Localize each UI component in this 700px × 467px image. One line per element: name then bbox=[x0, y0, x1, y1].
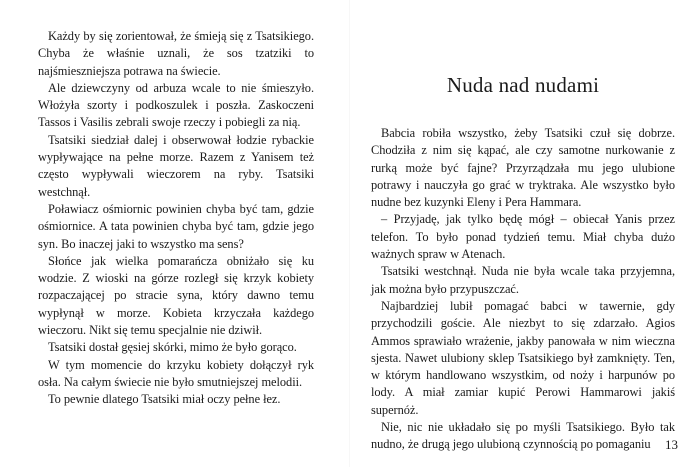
right-page bbox=[350, 0, 700, 467]
paragraph: Nie, nic nie układało się po myśli Tsatsikiego. Było tak nudno, że drugą jego ulubioną czynnością po pomaganiu bbox=[371, 420, 675, 452]
paragraph: Ale dziewczyny od arbuza wcale to nie śmieszyło. Włożyła szorty i podkoszulek i poszła. Zaskoczeni Tassos i Vasilis zebrali swoje rzeczy i pobiegli za nią. bbox=[38, 80, 314, 130]
paragraph: Tsatsiki siedział dalej i obserwował łodzie rybackie wypływające na pełne morze. Razem z Yanisem też często wypływali wieczorem na ryby. Tsatsiki westchnął. bbox=[38, 132, 314, 199]
paragraph: Każdy by się zorientował, że śmieją się z Tsatsikiego. Chyba że właśnie uznali, że sos tzatziki to najśmieszniejsza potrawa na świecie. bbox=[38, 29, 314, 78]
paragraph: Tsatsiki dostał gęsiej skórki, mimo że było gorąco. bbox=[48, 340, 297, 355]
chapter-title: Nuda nad nudami bbox=[446, 73, 600, 97]
left-page-text bbox=[38, 28, 314, 409]
page-number: 13 bbox=[665, 437, 678, 452]
paragraph: Babcia robiła wszystko, żeby Tsatsiki czuł się dobrze. Chodziła z nim się kąpać, ale czy samotne nurkowanie z rurką może być fajne? Przyrządzała mu jego ulubione potrawy i nauczyła go grać w tryktraka. Ale wszystko było nudne bez kuzynki Eleny i Pera Hammara. bbox=[371, 126, 675, 210]
paragraph: Słońce jak wielka pomarańcza obniżało się ku wodzie. Z wioski na górze rozległ się krzyk kobiety rozpaczającej po stracie syna, który dawno temu wypłynął w morze. Kobieta krzyczała każdego wieczoru. Nikt się temu specjalnie nie dziwił. bbox=[38, 253, 314, 338]
paragraph: Tsatsiki westchnął. Nuda nie była wcale taka przyjemna, jak można było przypuszczać. bbox=[371, 264, 675, 296]
paragraph: – Przyjadę, jak tylko będę mógł – obiecał Yanis przez telefon. To było ponad tydzień temu. Miał chyba dużo ważnych spraw w Atenach. bbox=[371, 212, 675, 262]
right-page-text bbox=[371, 125, 675, 454]
paragraph: Najbardziej lubił pomagać babci w tawernie, gdy przychodzili goście. Ale niezbyt to się zdarzało. Agios Ammos sprawiało wrażenie, jakby panowała w nim wieczna sjesta. Nawet ulubiony sklep Tsatsikiego był zamknięty. Ten, w którym handlowano wszystkim, od noży i harpunów po lody. A miał zamiar kupić Perowi Hammarowi jakiś supernóż. bbox=[371, 298, 675, 417]
paragraph: Poławiacz ośmiornic powinien chyba być tam, gdzie ośmiornice. A tata powinien chyba być tam, gdzie jego syn. Bo inaczej jaki to wszystko ma sens? bbox=[38, 201, 314, 251]
paragraph: To pewnie dlatego Tsatsiki miał oczy pełne łez. bbox=[48, 392, 281, 407]
paragraph: W tym momencie do krzyku kobiety dołączył ryk osła. Na całym świecie nie było smutniejszej melodii. bbox=[38, 357, 314, 389]
